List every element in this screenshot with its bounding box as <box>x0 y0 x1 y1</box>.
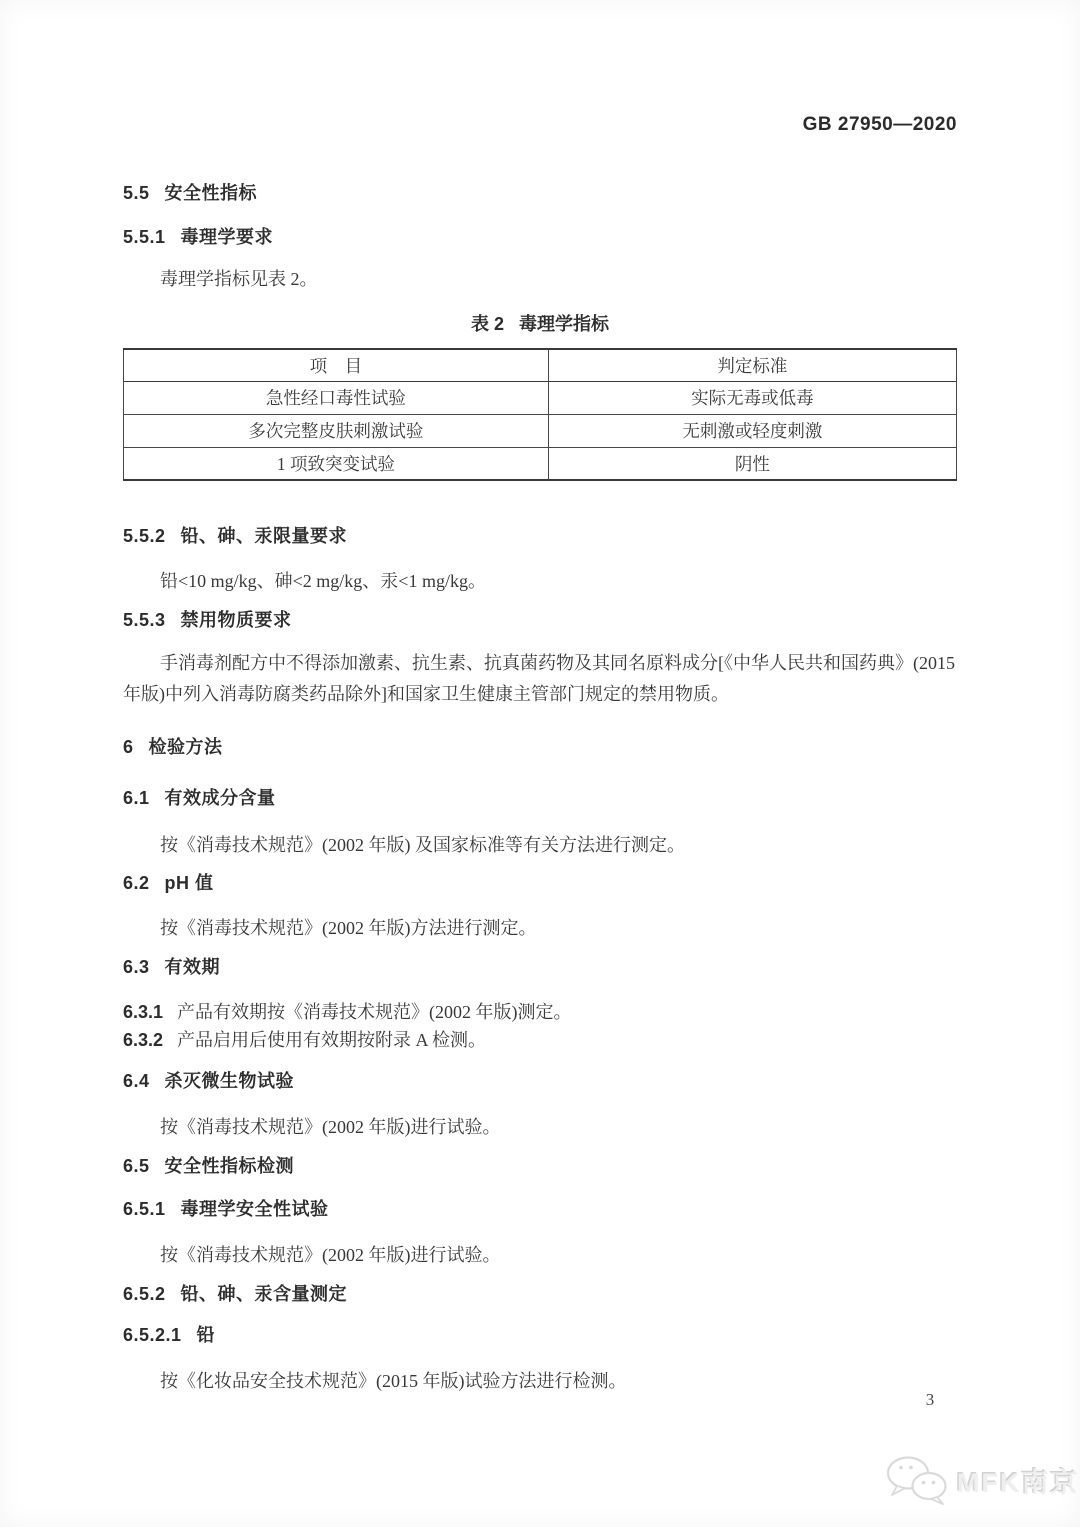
section-number: 5.5.3 <box>123 610 166 630</box>
table-cell: 阴性 <box>548 447 956 480</box>
section-number: 6.5 <box>123 1156 150 1176</box>
section-number: 5.5 <box>123 183 150 203</box>
section-title: 铅、砷、汞限量要求 <box>180 526 348 546</box>
table-2-toxicology <box>123 348 957 481</box>
paragraph-6-5-2-1: 按《化妆品安全技术规范》(2015 年版)试验方法进行检测。 <box>160 1371 627 1391</box>
table-label: 表 2 <box>470 314 504 334</box>
table-row <box>124 414 957 447</box>
section-number: 6.5.2 <box>123 1284 166 1304</box>
section-heading-6-4 <box>123 1070 294 1092</box>
clause-6-3-1 <box>123 1000 957 1024</box>
section-heading-5-5-3 <box>123 609 292 631</box>
section-heading-5-5 <box>123 182 257 204</box>
section-number: 6 <box>123 737 134 757</box>
watermark <box>884 1455 1079 1505</box>
wechat-icon <box>884 1455 952 1505</box>
section-number: 5.5.2 <box>123 526 166 546</box>
paragraph-6-2: 按《消毒技术规范》(2002 年版)方法进行测定。 <box>160 918 537 938</box>
section-title: 安全性指标 <box>164 183 258 203</box>
clause-text: 产品有效期按《消毒技术规范》(2002 年版)测定。 <box>177 1002 572 1022</box>
section-number: 6.1 <box>123 788 150 808</box>
chapter-heading-6 <box>123 736 223 758</box>
paragraph-6-5-1: 按《消毒技术规范》(2002 年版)进行试验。 <box>160 1245 501 1265</box>
section-number: 6.2 <box>123 873 150 893</box>
table-cell: 无刺激或轻度刺激 <box>548 414 956 447</box>
section-heading-6-5 <box>123 1155 294 1177</box>
section-heading-6-5-2 <box>123 1283 347 1305</box>
section-number: 5.5.1 <box>123 227 166 247</box>
section-title: 毒理学安全性试验 <box>180 1199 329 1219</box>
table-col-header-criterion: 判定标准 <box>548 349 956 381</box>
section-title: 安全性指标检测 <box>164 1156 295 1176</box>
clause-text: 产品启用后使用有效期按附录 A 检测。 <box>177 1030 487 1050</box>
section-heading-5-5-2 <box>123 525 347 547</box>
section-heading-6-5-2-1 <box>123 1324 215 1346</box>
page-number: 3 <box>925 1390 935 1409</box>
paragraph-6-4: 按《消毒技术规范》(2002 年版)进行试验。 <box>160 1117 501 1137</box>
clause-number: 6.3.2 <box>123 1030 164 1050</box>
watermark-text: MFK南京 <box>957 1467 1080 1498</box>
table-cell: 实际无毒或低毒 <box>548 381 956 414</box>
paragraph-6-1: 按《消毒技术规范》(2002 年版) 及国家标准等有关方法进行测定。 <box>160 835 685 855</box>
clause-number: 6.3.1 <box>123 1002 164 1022</box>
table-cell: 急性经口毒性试验 <box>124 381 549 414</box>
section-title: 有效期 <box>164 957 221 977</box>
table-title: 毒理学指标 <box>519 314 609 334</box>
table-cell: 1 项致突变试验 <box>124 447 549 480</box>
section-title: 检验方法 <box>148 737 223 757</box>
table-header-row <box>124 349 957 381</box>
paragraph-5-5-2: 铅<10 mg/kg、砷<2 mg/kg、汞<1 mg/kg。 <box>160 571 486 591</box>
section-heading-6-2 <box>123 872 214 894</box>
section-title: 杀灭微生物试验 <box>164 1071 295 1091</box>
section-heading-6-5-1 <box>123 1198 329 1220</box>
paragraph-5-5-1: 毒理学指标见表 2。 <box>160 269 318 289</box>
section-title: 铅 <box>196 1325 216 1345</box>
section-number: 6.4 <box>123 1071 150 1091</box>
section-heading-6-3 <box>123 956 220 978</box>
section-title: 铅、砷、汞含量测定 <box>180 1284 348 1304</box>
section-number: 6.3 <box>123 957 150 977</box>
section-number: 6.5.2.1 <box>123 1325 182 1345</box>
table-col-header-item: 项 目 <box>124 349 549 381</box>
table-caption <box>123 310 957 336</box>
clause-6-3-2 <box>123 1028 957 1052</box>
section-title: 禁用物质要求 <box>180 610 292 630</box>
section-heading-6-1 <box>123 787 276 809</box>
table-row <box>124 447 957 480</box>
standard-number: GB 27950—2020 <box>802 114 957 135</box>
paragraph-5-5-3: 手消毒剂配方中不得添加激素、抗生素、抗真菌药物及其同名原料成分[《中华人民共和国药典》(2015 年版)中列入消毒防腐类药品除外]和国家卫生健康主管部门规定的禁用物质。 <box>123 653 955 704</box>
section-number: 6.5.1 <box>123 1199 166 1219</box>
section-heading-5-5-1 <box>123 226 273 248</box>
section-title: 有效成分含量 <box>164 788 276 808</box>
section-title: 毒理学要求 <box>180 227 274 247</box>
table-cell: 多次完整皮肤刺激试验 <box>124 414 549 447</box>
section-title: pH 值 <box>164 873 214 893</box>
table-row <box>124 381 957 414</box>
